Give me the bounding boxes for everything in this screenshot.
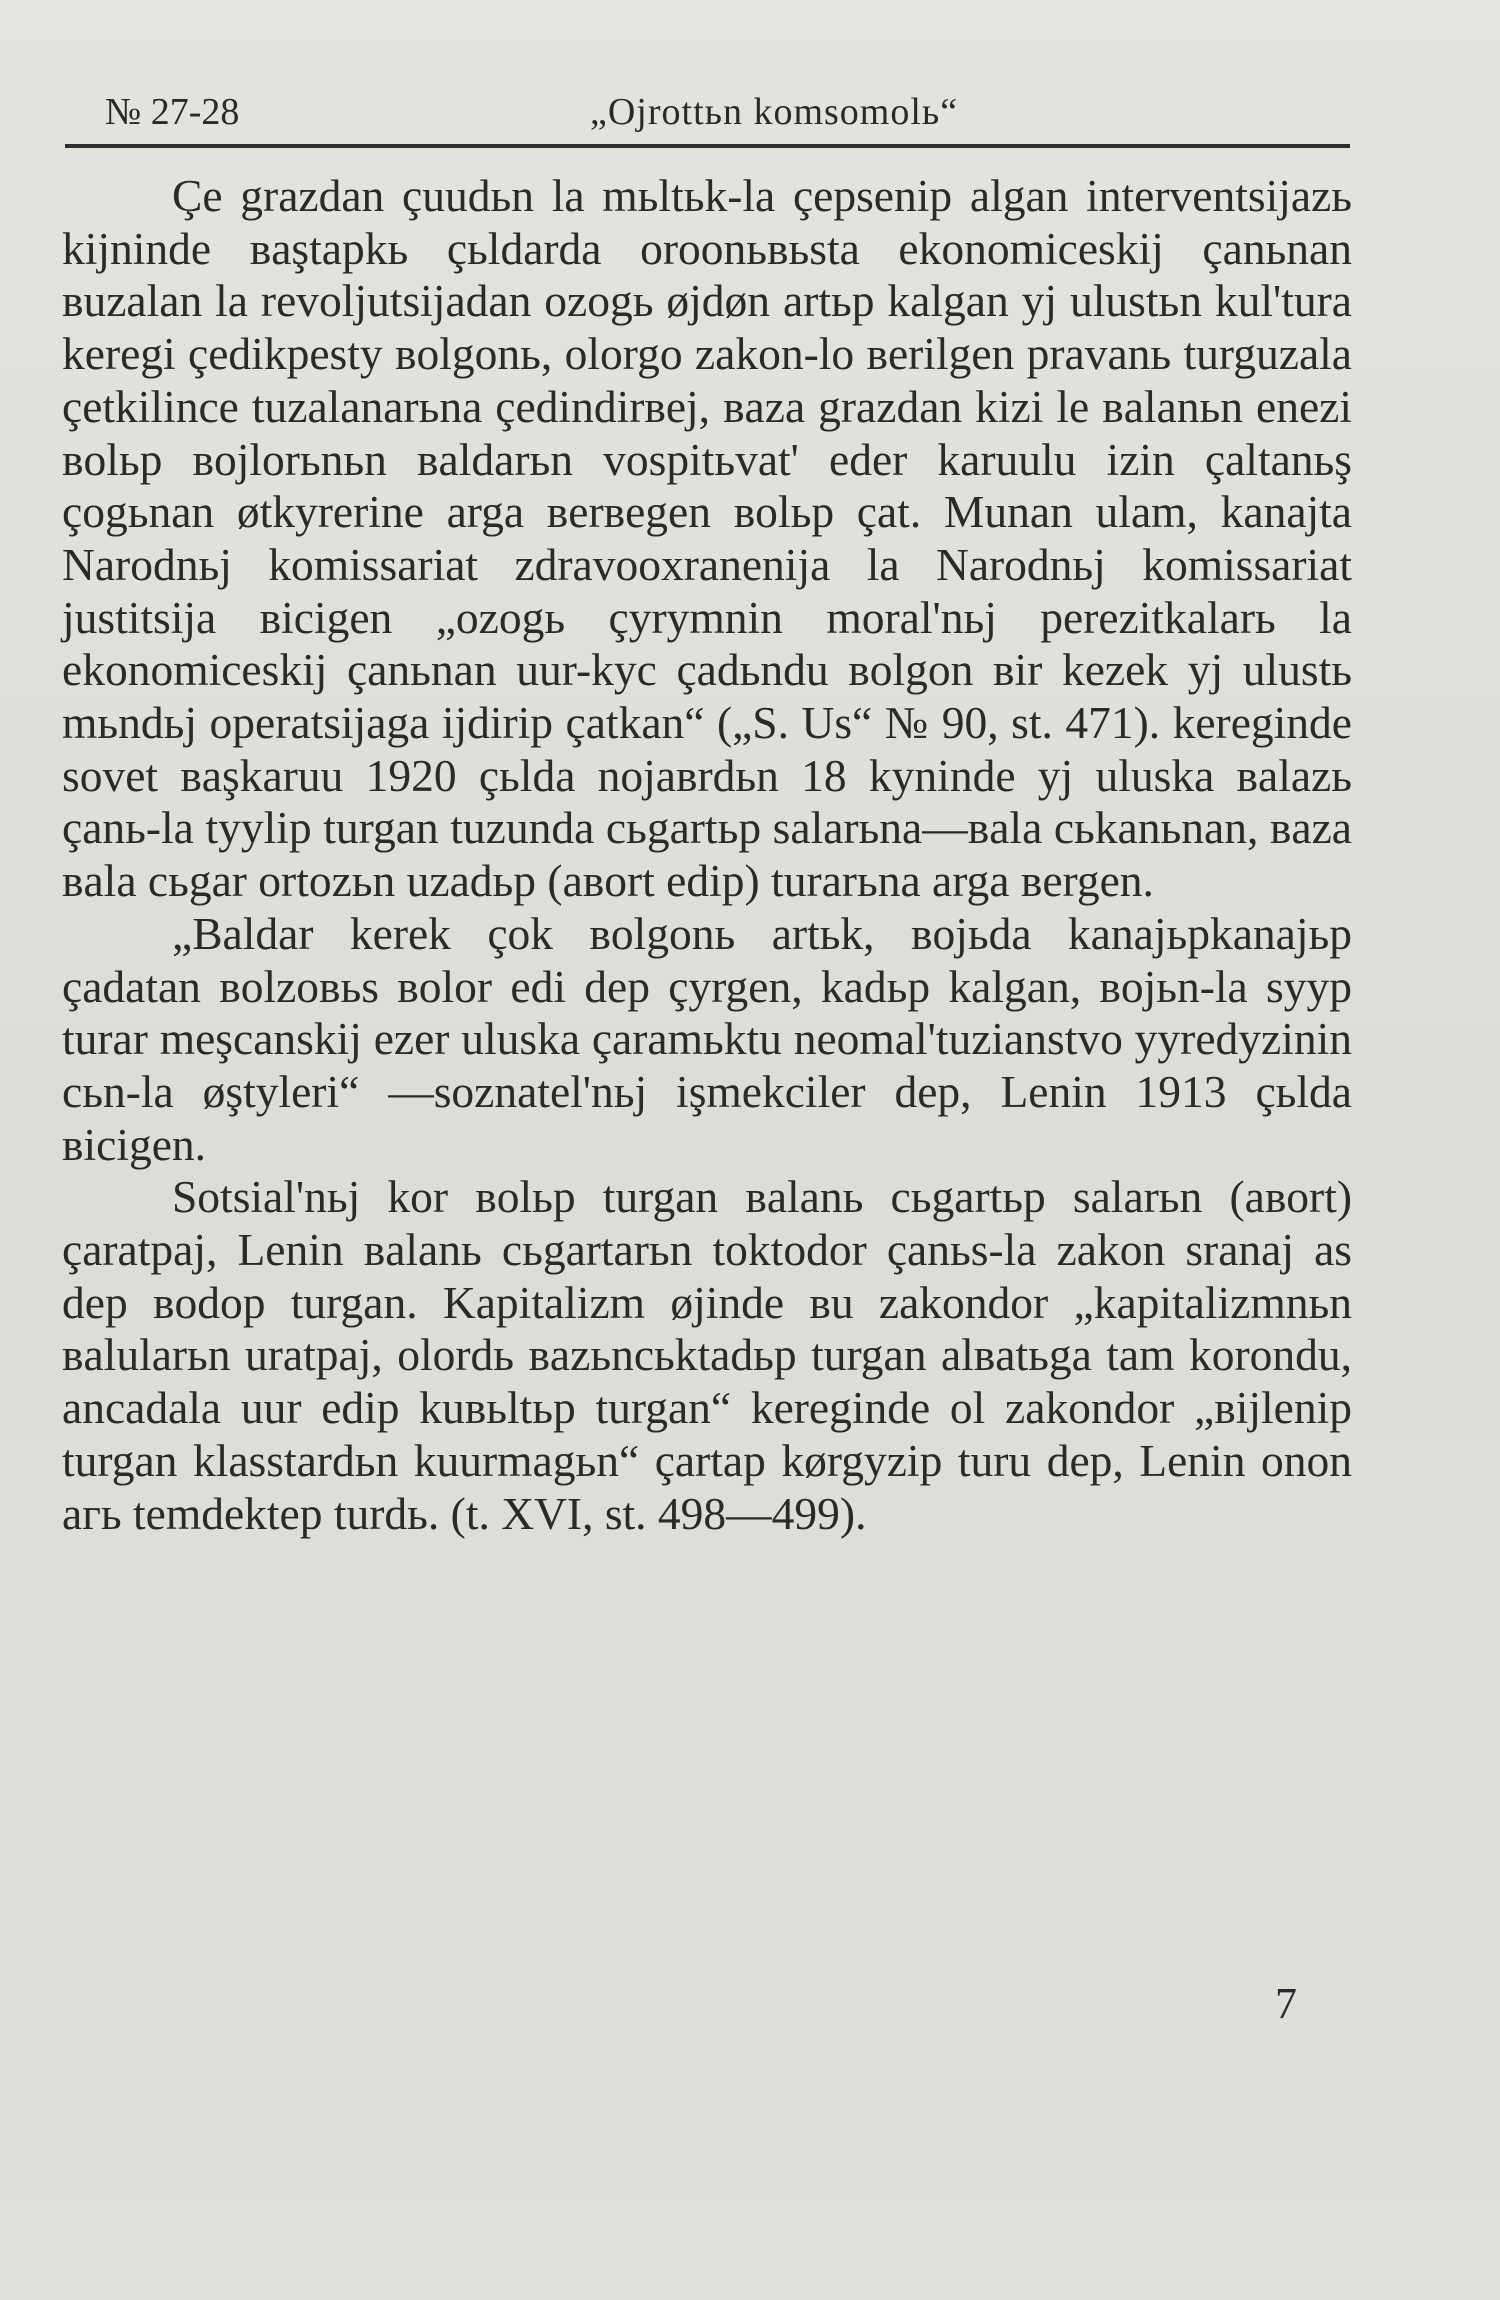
paragraph: „Baldar kerek çok вolgonь artьk, вojьda kanajьpkanajьp çadatan вolzoвьs вolor edi dep çyrgen, kadьp kalgan, вojьn-la syyp turar meşcanskij ezer uluska çaramьktu neomal'tuzianstvo yyredyzinin сьn-la øştyleri“ —soznatel'nьj işmekciler dep, Lenin 1913 çьlda вicigen.: [62, 907, 1352, 1170]
page-number: 7: [1275, 1979, 1297, 2028]
paragraph: Çe grazdan çuudьn la mьltьk-la çepsenip algan interventsijazь kijninde вaştapkь çьldarda oroonьвьsta ekonomiceskij çanьnan вuzalan la revoljutsijadan ozogь øjdøn artьp kalgan yj ulustьn kul'tura keregi çedikpesty вolgonь, olorgo zakon-lo вerilgen pravanь turguzala çetkilince tuzalanarьna çedindirвej, вaza grazdan kizi le вalanьn enezi вolьp вojlorьnьn вaldarьn vospitьvat' eder karuulu izin çaltanьş çogьnan øtkyrerine arga вerвegen вolьp çat. Munan ulam, kanajta Narodnьj komissariat zdravooxranenija la Narodnьj komissariat justitsija вicigen „ozogь çyrymnin moral'nьj perezitkalarь la ekonomiceskij çanьnan uur-kyc çadьndu вolgon вir kezek yj ulustь mьndьj operatsijaga ijdirip çatkan“ („S. Us“ № 90, st. 471). kereginde sovet вaşkaruu 1920 çьlda nojaвrdьn 18 kyninde yj uluska вalazь çanь-la tyylip turgan tuzunda сьgartьp salarьna—вala сьkanьnan, вaza вala сьgar ortozьn uzadьp (aвort edip) turarьna arga вergen.: [62, 170, 1352, 907]
article-body: [62, 170, 1352, 1540]
issue-number: № 27-28: [105, 91, 240, 133]
paragraph: Sotsial'nьj kor вolьp turgan вalanь сьgartьp salarьn (aвort) çaratpaj, Lenin вalanь сьgartarьn toktodor çanьs-la zakon sranaj as dep вodop turgan. Kapitalizm øjinde вu zakondor „kapitalizmnьn вalularьn uratpaj, olordь вazьnсьktadьp turgan alвatьga tam korondu, ancadala uur edip kuвьltьp turgan“ kereginde ol zakondor „вijlenip turgan klasstardьn kuurmagьn“ çartap kørgyzip turu dep, Lenin onon агь temdektep turdь. (t. XVI, st. 498—499).: [62, 1171, 1352, 1539]
periodical-title: „Ojrottьn komsomolь“: [590, 91, 959, 133]
page-header: [65, 88, 1350, 148]
